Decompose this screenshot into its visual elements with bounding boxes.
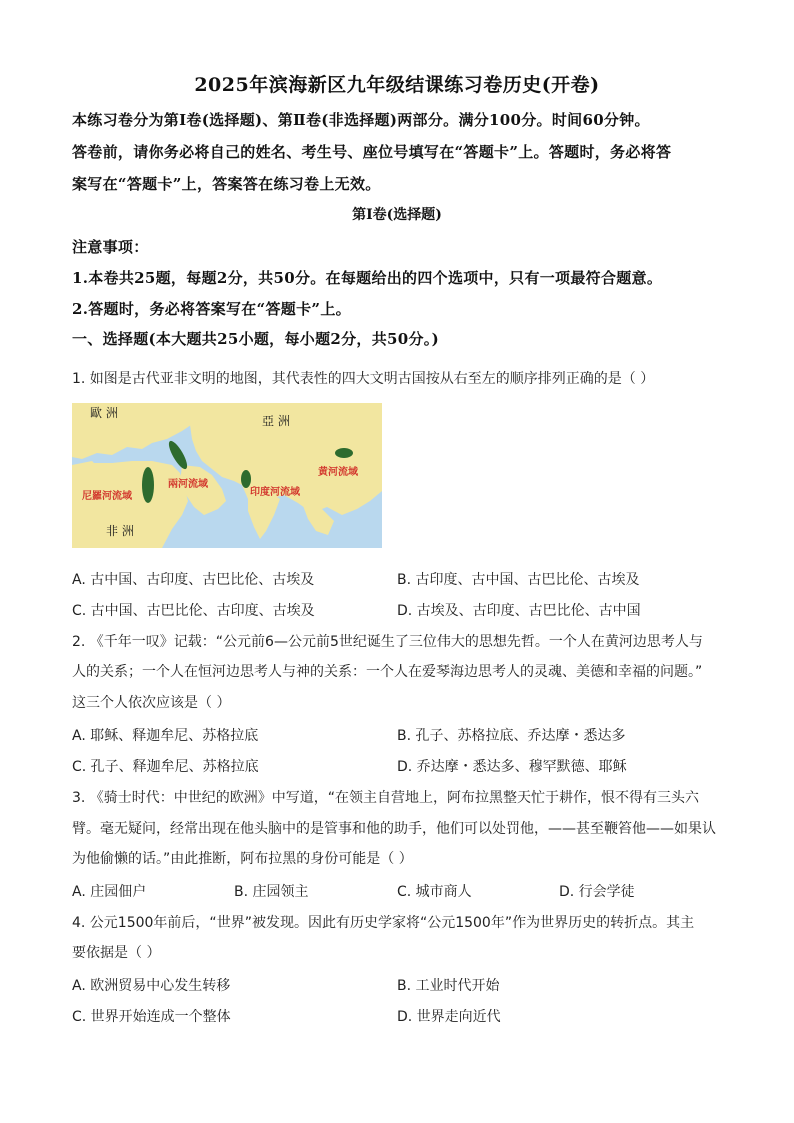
question-3-option-a[interactable]: A. 庄园佃户 [72,884,147,900]
notes-item-1: 1.本卷共25题，每题2分，共50分。在每题给出的四个选项中，只有一项最符合题意。 [72,269,663,287]
question-2-option-a[interactable]: A. 耶稣、释迦牟尼、苏格拉底 [72,728,259,744]
notes-item-2: 2.答题时，务必将答案写在“答题卡”上。 [72,300,351,318]
map-label-yellow-river: 黄河流域 [318,467,358,478]
question-2-option-d[interactable]: D. 乔达摩・悉达多、穆罕默德、耶稣 [397,759,627,775]
map-indus-area [241,470,251,488]
map-nile-area [142,467,154,503]
question-2-option-c[interactable]: C. 孔子、释迦牟尼、苏格拉底 [72,759,259,775]
map-label-africa: 非 洲 [106,524,134,538]
question-3-option-c[interactable]: C. 城市商人 [397,884,472,900]
intro-line-1: 本练习卷分为第Ⅰ卷(选择题)、第Ⅱ卷(非选择题)两部分。满分100分。时间60分钟。 [72,111,650,129]
ancient-civilizations-map [72,403,382,548]
question-1-stem: 1. 如图是古代亚非文明的地图，其代表性的四大文明古国按从右至左的顺序排列正确的是（ ） [72,371,655,387]
exam-title: 2025年滨海新区九年级结课练习卷历史(开卷) [194,74,600,96]
question-4-option-a[interactable]: A. 欧洲贸易中心发生转移 [72,978,231,994]
question-4-option-c[interactable]: C. 世界开始连成一个整体 [72,1009,231,1025]
question-1-option-d[interactable]: D. 古埃及、古印度、古巴比伦、古中国 [397,603,641,619]
map-label-indus: 印度河流域 [250,487,300,498]
map-label-nile: 尼羅河流域 [82,491,132,502]
question-4-stem-line-1: 4. 公元1500年前后，“世界”被发现。因此有历史学家将“公元1500年”作为世界历史的转折点。其主 [72,915,695,931]
question-2-stem-line-1: 2. 《千年一叹》记载：“公元前6—公元前5世纪诞生了三位伟大的思想先哲。一个人在黄河边思考人与 [72,634,703,650]
map-yellow-river-area [335,448,353,458]
notes-heading: 注意事项： [72,238,149,256]
question-1-option-b[interactable]: B. 古印度、古中国、古巴比伦、古埃及 [397,572,640,588]
question-2-stem-line-2: 人的关系；一个人在恒河边思考人与神的关系：一个人在爱琴海边思考人的灵魂、美德和幸福的问题。” [72,664,703,680]
question-3-stem-line-2: 臂。毫无疑问，经常出现在他头脑中的是管事和他的助手，他们可以处罚他，——甚至鞭笞他——如果认 [72,821,716,837]
intro-line-3: 案写在“答题卡”上，答案答在练习卷上无效。 [72,175,381,193]
question-1-option-a[interactable]: A. 古中国、古印度、古巴比伦、古埃及 [72,572,315,588]
part-heading: 一、选择题(本大题共25小题，每小题2分，共50分。) [72,330,439,348]
question-2-option-b[interactable]: B. 孔子、苏格拉底、乔达摩・悉达多 [397,728,626,744]
question-4-option-b[interactable]: B. 工业时代开始 [397,978,500,994]
question-3-stem-line-1: 3. 《骑士时代：中世纪的欧洲》中写道，“在领主自营地上，阿布拉黑整天忙于耕作，恨不得有三头六 [72,790,700,806]
question-3-option-d[interactable]: D. 行会学徒 [559,884,635,900]
intro-line-2: 答卷前，请你务必将自己的姓名、考生号、座位号填写在“答题卡”上。答题时，务必将答 [72,143,672,161]
question-1-option-c[interactable]: C. 古中国、古巴比伦、古印度、古埃及 [72,603,315,619]
question-3-option-b[interactable]: B. 庄园领主 [234,884,309,900]
map-label-two-rivers: 兩河流域 [168,479,208,490]
map-label-asia: 亞 洲 [262,414,290,428]
question-3-stem-line-3: 为他偷懒的话。”由此推断，阿布拉黑的身份可能是（ ） [72,851,413,867]
question-4-stem-line-2: 要依据是（ ） [72,945,161,961]
question-4-option-d[interactable]: D. 世界走向近代 [397,1009,501,1025]
section-title: 第Ⅰ卷(选择题) [352,207,442,223]
question-2-stem-line-3: 这三个人依次应该是（ ） [72,695,231,711]
map-label-europe: 歐 洲 [90,406,118,420]
